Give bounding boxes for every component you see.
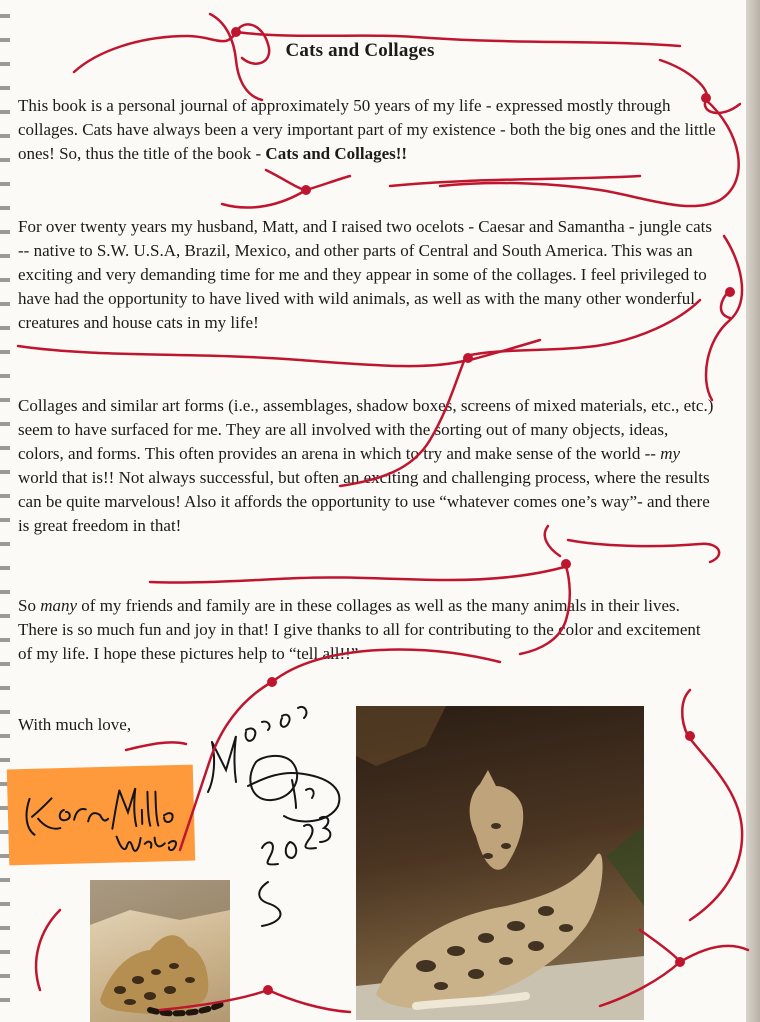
collages-text-end: world that is!! Not always successful, but often an exciting and challenging process, where the results can be quite marvelous! Also it affords the opportunity to use “whatever comes one’s way”- and there is great freedom in that!	[18, 468, 710, 535]
closing-line: With much love,	[18, 715, 132, 734]
intro-book-title: Cats and Collages!!	[265, 144, 408, 163]
thanks-emphasis: many	[40, 596, 78, 615]
page-title: Cats and Collages	[285, 40, 435, 61]
intro-text: This book is a personal journal of approximately 50 years of my life - expressed mostly through collages. Cats have always been a very important part of my existence - both the big ones and the little ones! So, thus the title of the book -	[18, 96, 716, 163]
collages-emphasis: my	[660, 444, 681, 463]
collages-text-start: Collages and similar art forms (i.e., assemblages, shadow boxes, screens of mixed materials, etc., etc.) seem to have surfaced for me. They are all involved with the sorting out of many objects, ideas, colors, and forms. This often provides an arena in which to try and make sense of the world --	[18, 396, 714, 463]
ocelots-paragraph: For over twenty years my husband, Matt, and I raised two ocelots - Caesar and Samantha - jungle cats -- native to S.W. U.S.A, Brazil, Mexico, and other parts of Central and South America. This was an exciting and very demanding time for me and they appear in some of the collages. I feel privileged to have had the opportunity to have lived with wild animals, as well as with the many other wonderful creatures and house cats in my life!	[18, 217, 712, 332]
thanks-text-end: of my friends and family are in these collages as well as the many animals in their lives. There is so much fun and joy in that! I give thanks to all for contributing to the color and excitement of my life. I hope these pictures help to “tell all!!”	[18, 596, 701, 663]
thanks-text-start: So	[18, 596, 41, 615]
